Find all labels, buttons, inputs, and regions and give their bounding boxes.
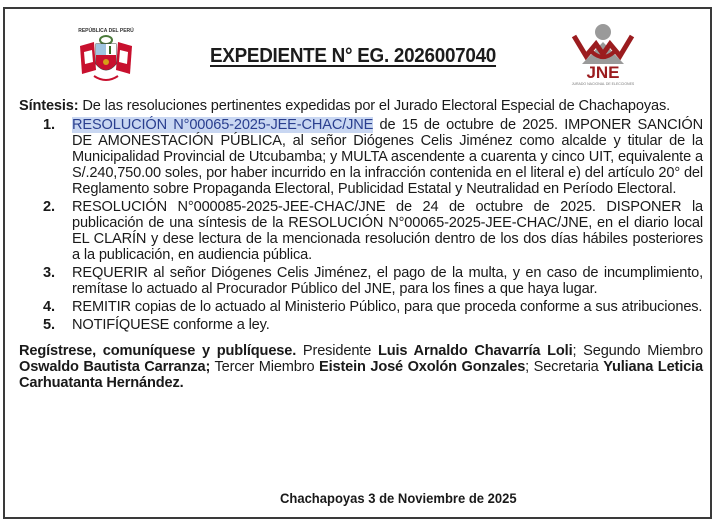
synthesis-label: Síntesis: bbox=[19, 98, 79, 114]
list-item-3 bbox=[19, 265, 703, 297]
list-item-5 bbox=[19, 317, 703, 333]
item-text: NOTIFÍQUESE conforme a ley. bbox=[72, 317, 270, 333]
republic-caption: REPÚBLICA DEL PERÚ bbox=[78, 28, 134, 34]
item-number: 5. bbox=[43, 317, 55, 333]
synthesis-text: De las resoluciones pertinentes expedidas por el Jurado Electoral Especial de Chachapoyas. bbox=[78, 98, 671, 114]
president-name: Luis Arnaldo Chavarría Loli bbox=[377, 343, 573, 359]
third-member-name: Eistein José Oxolón Gonzales bbox=[319, 359, 526, 375]
page-title: EXPEDIENTE N° EG. 2026007040 bbox=[210, 44, 497, 67]
document-body bbox=[19, 98, 703, 406]
second-member-name: Oswaldo Bautista Carranza; bbox=[19, 359, 211, 375]
closing-text: Tercer Miembro bbox=[210, 359, 319, 375]
synthesis-paragraph bbox=[19, 98, 703, 114]
list-item-2 bbox=[19, 199, 703, 263]
list-item-4 bbox=[19, 299, 703, 315]
list-item-1 bbox=[19, 117, 703, 197]
jne-logo-icon bbox=[568, 22, 638, 88]
peru-coat-of-arms-icon bbox=[74, 22, 138, 86]
item-number: 3. bbox=[43, 265, 55, 281]
item-text: REMITIR copias de lo actuado al Ministerio Público, para que proceda conforme a sus atribuciones. bbox=[72, 299, 703, 315]
closing-text: ; Segundo Miembro bbox=[572, 343, 704, 359]
closing-lead: Regístrese, comuníquese y publíquese. bbox=[19, 343, 297, 359]
item-number: 1. bbox=[43, 117, 55, 133]
resolution-list bbox=[19, 117, 703, 333]
closing-paragraph bbox=[19, 343, 703, 391]
item-text: RESOLUCIÓN N°000085-2025-JEE-CHAC/JNE de 24 de octubre de 2025. DISPONER la publicación de una síntesis de la RESOLUCIÓN N°00065-2025-JEE-CHAC/JNE, en el diario local EL CLARÍN y dese lectura de la mencionada resolución dentro de los dos días hábiles posteriores a la publicación, en audiencia pública. bbox=[72, 199, 703, 263]
jne-logo-text: JNE bbox=[586, 63, 620, 82]
item-number: 2. bbox=[43, 199, 55, 215]
highlighted-resolution-reference[interactable]: RESOLUCIÓN N°00065-2025-JEE-CHAC/JNE bbox=[72, 117, 374, 133]
place-and-date bbox=[0, 490, 719, 506]
item-number: 4. bbox=[43, 299, 55, 315]
closing-text: ; Secretaria bbox=[525, 359, 604, 375]
svg-text:JURADO NACIONAL DE ELECCIONES: JURADO NACIONAL DE ELECCIONES bbox=[571, 82, 635, 86]
secretary-name: Yuliana Leticia Carhuatanta Hernández. bbox=[19, 359, 703, 391]
document-header bbox=[0, 0, 719, 90]
closing-text: Presidente bbox=[296, 343, 378, 359]
place-date-text: Chachapoyas 3 de Noviembre de 2025 bbox=[280, 490, 517, 506]
item-text: de 15 de octubre de 2025. IMPONER SANCIÓN DE AMONESTACIÓN PÚBLICA, al señor Diógenes Celis Jiménez como alcalde y titular de la Municipalidad Provincial de Utcubamba; y MULTA ascendente a cuarenta y cinco UIT, equivalente a S/.240,750.00 soles, por haber incurrido en la infracción contenida en el literal e) del artículo 20° del Reglamento sobre Propaganda Electoral, Publicidad Estatal y Neutralidad en Período Electoral. bbox=[72, 117, 703, 197]
item-text: REQUERIR al señor Diógenes Celis Jiménez, el pago de la multa, y en caso de incumplimiento, remítase lo actuado al Procurador Público del JNE, para los fines a que haya lugar. bbox=[72, 265, 703, 297]
